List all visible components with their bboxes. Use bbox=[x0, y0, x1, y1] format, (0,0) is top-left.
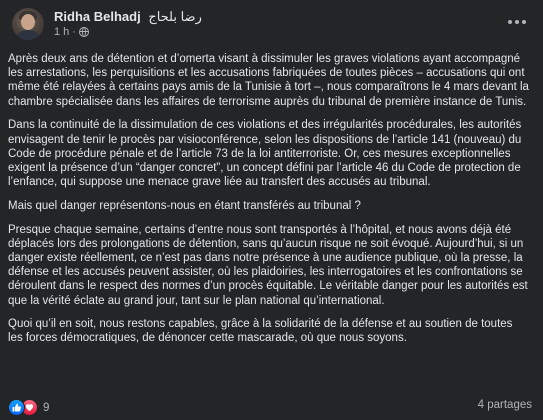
reaction-count[interactable]: 9 bbox=[43, 401, 50, 414]
reactions-summary[interactable] bbox=[8, 399, 49, 416]
meta-separator: · bbox=[72, 26, 76, 38]
post-paragraph: Mais quel danger représentons-nous en étant transférés au tribunal ? bbox=[8, 199, 361, 212]
post-footer bbox=[8, 399, 532, 415]
author-alt-name[interactable]: رضا بلحاج bbox=[148, 9, 202, 24]
like-icon bbox=[8, 399, 25, 416]
more-dot-icon bbox=[508, 20, 512, 24]
globe-icon bbox=[79, 27, 89, 37]
post-paragraph: Quoi qu’il en soit, nous restons capables, grâce à la solidarité de la défense et au soutien de toutes les forces démocratiques, de dénoncer cette mascarade, où que nous soyons. bbox=[8, 318, 513, 345]
post-meta bbox=[54, 26, 89, 38]
post-paragraph: Après deux ans de détention et d’omerta visant à dissimuler les graves violations ayant accompagné les arrestations, les perquisitions et les accusations fabriquées de toutes pièces – accusations qui ont même été relayées à certains pays amis de la Tunisie à tort –, nous comparaîtrons le 4 mars devant la chambre spécialisée dans les affaires de terrorisme auprès du tribunal de première instance de Tunis. bbox=[8, 53, 529, 108]
author-name-line[interactable] bbox=[54, 9, 202, 25]
post-timestamp[interactable]: 1 h bbox=[54, 26, 70, 38]
post-paragraph: Dans la continuité de la dissimulation de ces violations et des irrégularités procédurales, les autorités envisagent de tenir le procès par visioconférence, selon les dispositions de l’article 141 (nouveau) du Code de procédure pénale et de l’article 73 de la loi antiterroriste. Or, ces mesures exceptionnelles exigent la présence d’un “danger concret”, un concept défini par l’article 46 du Code de protection de l’enfance, qui suppose une menace grave liée au transfert des accusés au tribunal. bbox=[8, 119, 522, 189]
avatar-face bbox=[21, 14, 35, 30]
more-dot-icon bbox=[515, 20, 519, 24]
post-body bbox=[8, 52, 530, 355]
avatar-shirt bbox=[15, 30, 41, 40]
shares-count[interactable]: 4 partages bbox=[477, 399, 532, 411]
author-avatar[interactable] bbox=[12, 8, 44, 40]
more-options-button[interactable] bbox=[505, 10, 529, 34]
author-name[interactable]: Ridha Belhadj bbox=[54, 9, 141, 24]
post-header bbox=[12, 8, 531, 44]
more-dot-icon bbox=[522, 20, 526, 24]
post-paragraph: Presque chaque semaine, certains d’entre nous sont transportés à l’hôpital, et nous avons déjà été déplacés lors des prolongations de détention, sans qu’aucun risque ne soit évoqué. Aujourd’hui, si un danger existe réellement, ce n’est pas dans notre présence à une audience publique, où la presse, la défense et les accusés peuvent assister, où les plaidoiries, les interrogatoires et les confrontations se déroulent dans le respect des normes d’un procès équitable. Le véritable danger pour les autorités est que la vérité éclate au grand jour, tant sur le plan national qu’international. bbox=[8, 223, 528, 307]
